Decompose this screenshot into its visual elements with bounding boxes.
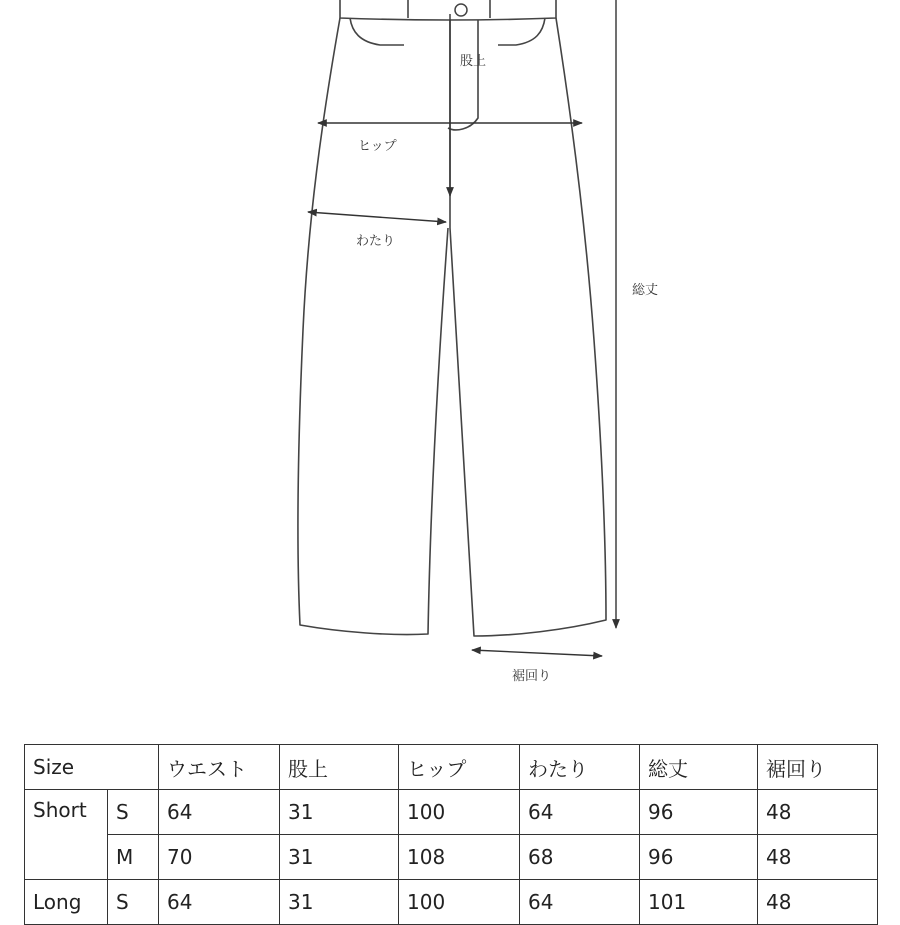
total-length-label: 総丈 <box>632 283 659 298</box>
left-leg-outline <box>298 18 448 635</box>
size-cell: S <box>108 790 159 835</box>
pants-outline <box>298 0 606 636</box>
table-cell: 31 <box>280 880 399 925</box>
waistband <box>340 0 556 20</box>
group-long: Long <box>25 880 108 925</box>
table-row <box>25 835 878 880</box>
rise-label: 股上 <box>460 54 487 69</box>
hem-label: 裾回り <box>512 669 552 684</box>
header-size: Size <box>25 745 159 790</box>
header-waist: ウエスト <box>159 745 280 790</box>
measure-arrows <box>308 0 616 656</box>
table-cell: 68 <box>520 835 640 880</box>
header-thigh: わたり <box>520 745 640 790</box>
left-pocket <box>350 18 404 45</box>
right-leg-outline <box>450 18 606 636</box>
table-cell: 64 <box>159 880 280 925</box>
fly-stitch <box>448 20 478 130</box>
table-cell: 48 <box>758 835 878 880</box>
table-cell: 96 <box>640 835 758 880</box>
thigh-arrow <box>308 212 446 222</box>
thigh-label: わたり <box>356 234 396 249</box>
table-cell: 31 <box>280 790 399 835</box>
table-cell: 100 <box>399 790 520 835</box>
right-pocket <box>498 18 545 45</box>
table-cell: 64 <box>520 880 640 925</box>
header-hem: 裾回り <box>758 745 878 790</box>
table-cell: 101 <box>640 880 758 925</box>
header-hip: ヒップ <box>399 745 520 790</box>
group-short: Short <box>25 790 108 880</box>
hem-arrow <box>472 650 602 656</box>
waist-button <box>455 4 467 16</box>
table-cell: 48 <box>758 790 878 835</box>
table-cell: 70 <box>159 835 280 880</box>
table-row <box>25 880 878 925</box>
table-cell: 64 <box>159 790 280 835</box>
header-rise: 股上 <box>280 745 399 790</box>
hip-label: ヒップ <box>358 139 397 154</box>
size-cell: S <box>108 880 159 925</box>
table-cell: 108 <box>399 835 520 880</box>
table-cell: 48 <box>758 880 878 925</box>
size-cell: M <box>108 835 159 880</box>
size-table <box>24 744 878 925</box>
header-total-length: 総丈 <box>640 745 758 790</box>
table-header-row <box>25 745 878 790</box>
table-cell: 31 <box>280 835 399 880</box>
table-cell: 64 <box>520 790 640 835</box>
table-cell: 100 <box>399 880 520 925</box>
table-row <box>25 790 878 835</box>
table-cell: 96 <box>640 790 758 835</box>
